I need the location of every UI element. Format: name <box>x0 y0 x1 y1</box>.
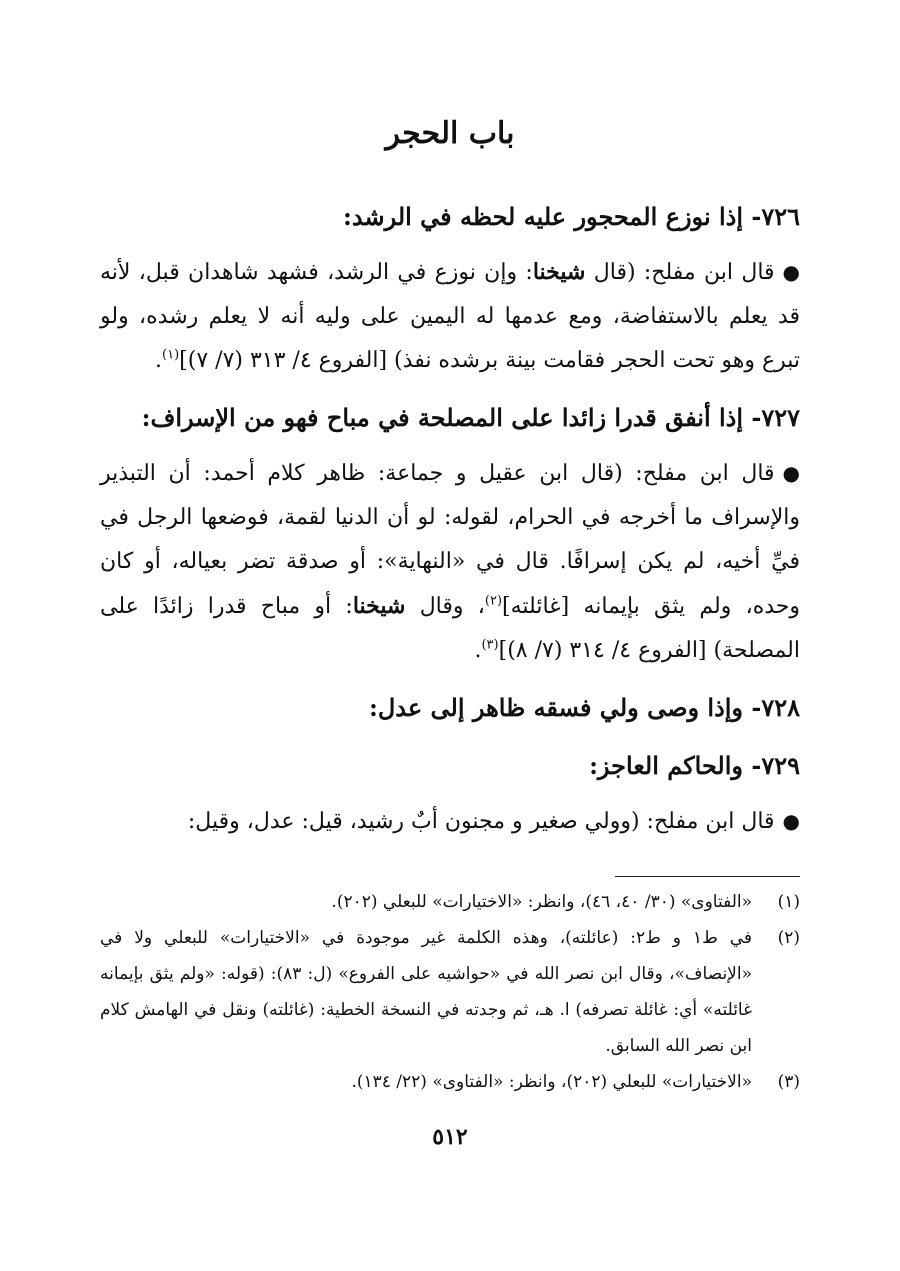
footnote-text: «الاختيارات» للبعلي (٢٠٢)، وانظر: «الفتاوى» (٢٢/ ١٣٤). <box>351 1072 752 1092</box>
chapter-title: باب الحجر <box>385 116 515 151</box>
bullet-icon: ● <box>782 461 800 485</box>
footnote-ref-1[interactable]: (١) <box>162 347 180 363</box>
paragraph-text: قال ابن مفلح: (وولي صغير و مجنون أبٌ رشيد، قيل: عدل، وقيل: <box>187 809 775 834</box>
section-paragraph-729 <box>100 799 800 844</box>
footnote-ref-3[interactable]: (٣) <box>481 637 499 653</box>
paragraph-bold-term: شيخنا <box>532 259 586 285</box>
bullet-icon: ● <box>782 809 800 833</box>
footnote-2 <box>100 920 800 1064</box>
page-number: ٥١٢ <box>432 1124 468 1150</box>
section-heading-726: ٧٢٦- إذا نوزع المحجور عليه لحظه في الرشد: <box>343 202 800 231</box>
section-paragraph-727 <box>100 451 800 673</box>
footnote-3 <box>100 1064 800 1100</box>
footnote-text: في ط١ و ط٢: (عائلته)، وهذه الكلمة غير موجودة في «الاختيارات» للبعلي ولا في «الإنصاف»، وقال ابن نصر الله في «حواشيه على الفروع» (ل: ٨٣): (قوله: «ولم يثق بإيمانه غائلته» أي: غائلة تصرفه) ا. هـ، ثم وجدته في النسخة الخطية: (غائلته) ونقل في الهامش كلام ابن نصر الله السابق. <box>100 928 753 1056</box>
paragraph-bold-term: شيخنا <box>352 593 406 619</box>
footnote-text: «الفتاوى» (٣٠/ ٤٠، ٤٦)، وانظر: «الاختيارات» للبعلي (٢٠٢). <box>331 892 752 912</box>
section-paragraph-726 <box>100 250 800 383</box>
footnote-1 <box>100 884 800 920</box>
paragraph-lead: قال ابن مفلح: (قال ابن عقيل و جماعة: ظاهر كلام أحمد: أن التبذير والإسراف ما أخرجه في الحرام، لقوله: لو أن الدنيا لقمة، فوضعها الرجل في فيِّ أخيه، لم يكن إسرافًا. قال في «النهاية»: أو صدقة تضر بعياله، أو كان وحده، ولم يثق بإيمانه [غائلته] <box>100 461 801 619</box>
footnote-number: (٣) <box>777 1072 800 1092</box>
paragraph-text: : أو مباح قدرا زائدًا على المصلحة) [الفروع ٤/ ٣١٤ (٧/ ٨)] <box>100 594 800 663</box>
section-heading-729: ٧٢٩- والحاكم العاجز: <box>589 751 800 780</box>
paragraph-mid: ، وقال <box>405 594 485 619</box>
paragraph-text: : وإن نوزع في الرشد، فشهد شاهدان قبل، لأنه قد يعلم بالاستفاضة، ومع عدمها له اليمين على وليه أنه لا يعلم رشده، ولو تبرع وهو تحت الحجر فقامت بينة برشده نفذ) [الفروع ٤/ ٣١٣ (٧/ ٧)] <box>100 260 800 373</box>
main-text <box>100 192 800 854</box>
section-heading-727: ٧٢٧- إذا أنفق قدرا زائدا على المصلحة في مباح فهو من الإسراف: <box>141 403 800 432</box>
paragraph-tail: . <box>474 638 482 663</box>
footnote-ref-2[interactable]: (٢) <box>484 593 503 609</box>
paragraph-tail: . <box>155 348 163 373</box>
footnote-separator <box>615 876 800 877</box>
footnotes <box>100 884 800 1100</box>
bullet-icon: ● <box>782 260 800 284</box>
paragraph-lead: قال ابن مفلح: (قال <box>585 260 775 285</box>
footnote-number: (١) <box>777 892 800 912</box>
footnote-number: (٢) <box>777 928 800 948</box>
section-heading-728: ٧٢٨- وإذا وصى ولي فسقه ظاهر إلى عدل: <box>368 693 800 722</box>
